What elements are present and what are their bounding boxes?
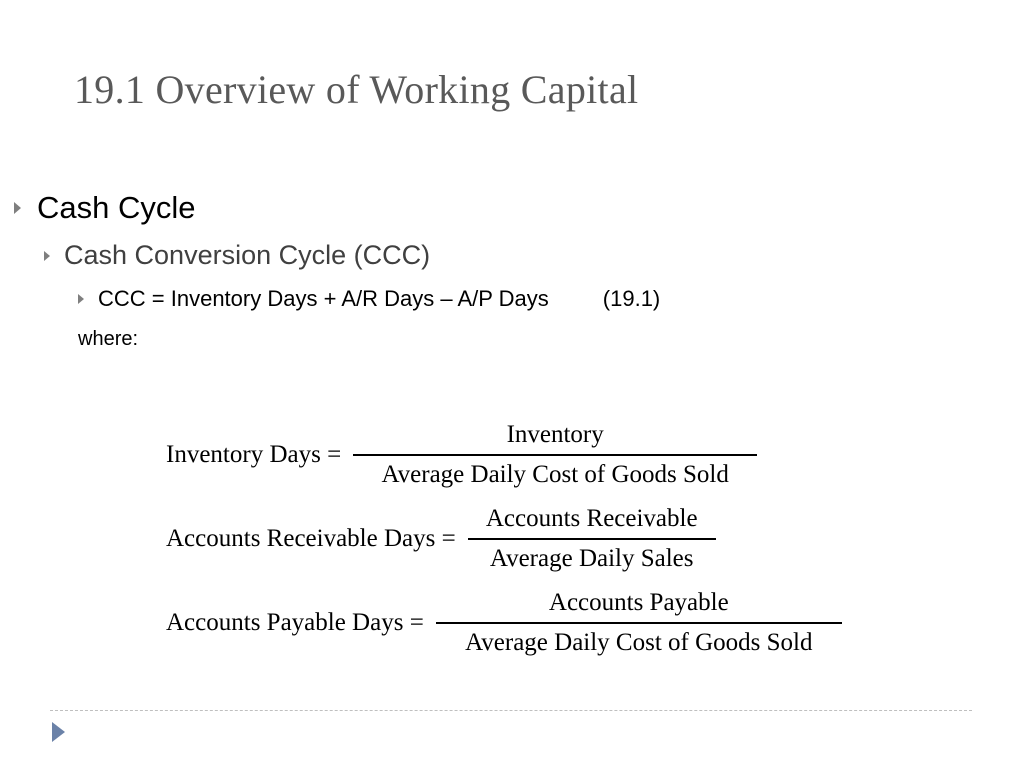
formula-lhs: Accounts Receivable Days = (166, 525, 456, 552)
bullet-level1-text: Cash Cycle (37, 190, 196, 225)
formula-inventory-days (166, 420, 757, 490)
formula-lhs: Inventory Days = (166, 441, 342, 468)
where-label: where: (78, 328, 139, 350)
fraction (436, 588, 842, 658)
fraction (353, 420, 757, 490)
ccc-equation: CCC = Inventory Days + A/R Days – A/P Days (98, 286, 549, 311)
bullet-level2-text: Cash Conversion Cycle (CCC) (64, 240, 431, 270)
triangle-right-icon (44, 251, 50, 261)
slide-title: 19.1 Overview of Working Capital (74, 67, 639, 112)
formula-payable-days (166, 588, 842, 658)
formula-receivable-days (166, 504, 716, 574)
bullet-level1 (14, 190, 196, 226)
fraction-numerator: Accounts Receivable (485, 505, 698, 532)
fraction-denominator: Average Daily Cost of Goods Sold (465, 629, 813, 656)
fraction-denominator: Average Daily Sales (489, 545, 694, 572)
footer-divider (50, 710, 972, 711)
fraction-numerator: Accounts Payable (548, 589, 729, 616)
triangle-right-icon (14, 202, 21, 214)
fraction (468, 504, 716, 574)
equation-number: (19.1) (602, 286, 661, 311)
bullet-level3 (78, 286, 660, 312)
fraction-denominator: Average Daily Cost of Goods Sold (381, 461, 729, 488)
triangle-right-icon (78, 294, 84, 304)
formula-lhs: Accounts Payable Days = (166, 609, 424, 636)
bullet-level2 (44, 240, 430, 271)
fraction-numerator: Inventory (506, 421, 604, 448)
play-arrow-icon[interactable] (52, 722, 65, 742)
